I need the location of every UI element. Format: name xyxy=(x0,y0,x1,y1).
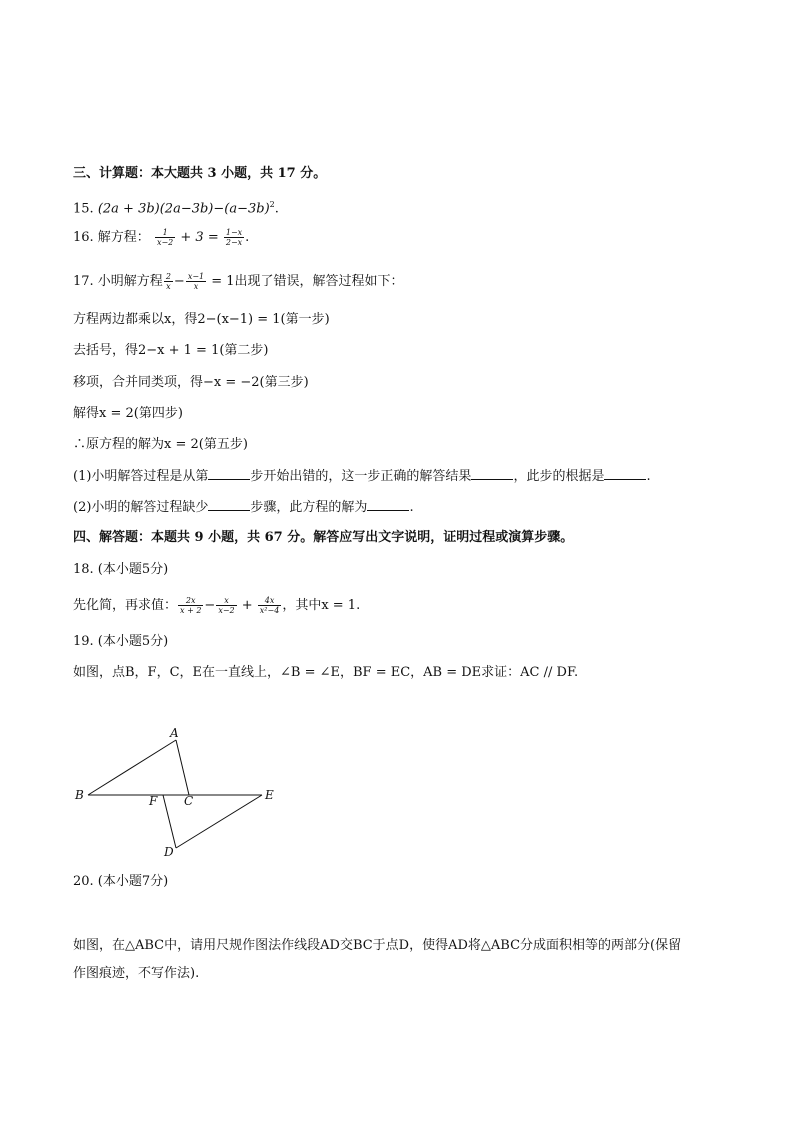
q18-fraction-1: $\frac{2x}{x + 2}$ xyxy=(180,596,202,615)
label-D: D xyxy=(164,845,174,859)
q17-step-4: 解得x = 2(第四步) xyxy=(73,406,183,421)
q17-fraction-right: $\frac{x-1}{x}$ xyxy=(187,272,205,291)
q16-fraction-right: $\frac{1-x}{2-x}$ xyxy=(225,228,243,247)
segment-AC xyxy=(176,740,189,795)
q18-suffix: ，其中x = 1. xyxy=(282,598,361,613)
label-F: F xyxy=(149,794,158,808)
question-18 xyxy=(73,596,360,615)
section-3-heading: 三、计算题：本大题共 3 小题，共 17 分。 xyxy=(73,166,327,181)
answer-blank-2[interactable] xyxy=(471,467,513,480)
q17-subquestion-2 xyxy=(73,498,414,517)
geometry-diagram xyxy=(70,722,290,862)
q18-heading: 18. (本小题5分) xyxy=(73,562,169,577)
question-17 xyxy=(73,272,404,291)
label-E: E xyxy=(265,788,274,802)
q18-plus: + xyxy=(237,598,257,613)
label-B: B xyxy=(75,788,84,802)
q17-sub1-text-c: ，此步的根据是 xyxy=(513,469,605,484)
q16-fraction-left: $\frac{1}{x-2}$ xyxy=(156,228,174,247)
q18-fraction-3: $\frac{4x}{\text{x²−4}}$ xyxy=(259,596,280,615)
q17-suffix: = 1出现了错误，解答过程如下： xyxy=(207,274,404,289)
q17-step-3: 移项，合并同类项，得−x = −2(第三步) xyxy=(73,375,309,390)
answer-blank-5[interactable] xyxy=(367,498,409,511)
segment-BA xyxy=(88,740,176,795)
q17-subquestion-1 xyxy=(73,467,651,486)
q18-minus: − xyxy=(204,598,216,613)
q17-step-1: 方程两边都乘以x，得2−(x−1) = 1(第一步) xyxy=(73,312,330,327)
q18-fraction-2: $\frac{x}{x-2}$ xyxy=(218,596,235,615)
q15-exponent: 2 xyxy=(269,200,275,209)
label-A: A xyxy=(170,726,179,740)
q17-fraction-left: $\frac{2}{x}$ xyxy=(165,272,171,291)
q19-heading: 19. (本小题5分) xyxy=(73,634,169,649)
question-20-line-1: 如图，在△ABC中，请用尺规作图法作线段AD交BC于点D，使得AD将△ABC分成面积相等的两部分(保留 xyxy=(73,938,682,953)
segment-DF xyxy=(163,795,176,848)
q17-prefix: 17. 小明解方程 xyxy=(73,274,163,289)
question-16 xyxy=(73,228,249,247)
q15-expression: (2a + 3b)(2a−3b)−(a−3b) xyxy=(97,201,270,217)
q17-step-2: 去括号，得2−x + 1 = 1(第二步) xyxy=(73,343,269,358)
label-C: C xyxy=(184,794,194,808)
question-19: 如图，点B，F，C，E在一直线上，∠B = ∠E，BF = EC，AB = DE求证：AC // DF. xyxy=(73,665,579,680)
q17-sub1-text-b: 步开始出错的，这一步正确的解答结果 xyxy=(250,469,472,484)
q15-number: 15. xyxy=(73,201,98,217)
q17-step-5: ∴原方程的解为x = 2(第五步) xyxy=(73,437,248,452)
q16-end: . xyxy=(245,230,250,245)
q16-prefix: 16. 解方程： xyxy=(73,230,150,245)
question-15 xyxy=(73,196,279,218)
q17-sub2-text-c: . xyxy=(409,500,414,515)
answer-blank-3[interactable] xyxy=(604,467,646,480)
q17-sub1-text-a: (1)小明解答过程是从第 xyxy=(73,469,209,484)
q18-prefix: 先化简，再求值： xyxy=(73,598,178,613)
q16-middle: + 3 = xyxy=(176,230,223,245)
q17-minus: − xyxy=(173,274,185,289)
q17-sub1-text-d: . xyxy=(646,469,651,484)
section-4-heading: 四、解答题：本题共 9 小题，共 67 分。解答应写出文字说明，证明过程或演算步骤。 xyxy=(73,530,574,545)
q15-end: . xyxy=(274,201,279,217)
answer-blank-1[interactable] xyxy=(208,467,250,480)
q17-sub2-text-a: (2)小明的解答过程缺少 xyxy=(73,500,209,515)
question-20-line-2: 作图痕迹，不写作法). xyxy=(73,966,200,981)
q17-sub2-text-b: 步骤，此方程的解为 xyxy=(250,500,368,515)
q20-heading: 20. (本小题7分) xyxy=(73,874,169,889)
answer-blank-4[interactable] xyxy=(208,498,250,511)
